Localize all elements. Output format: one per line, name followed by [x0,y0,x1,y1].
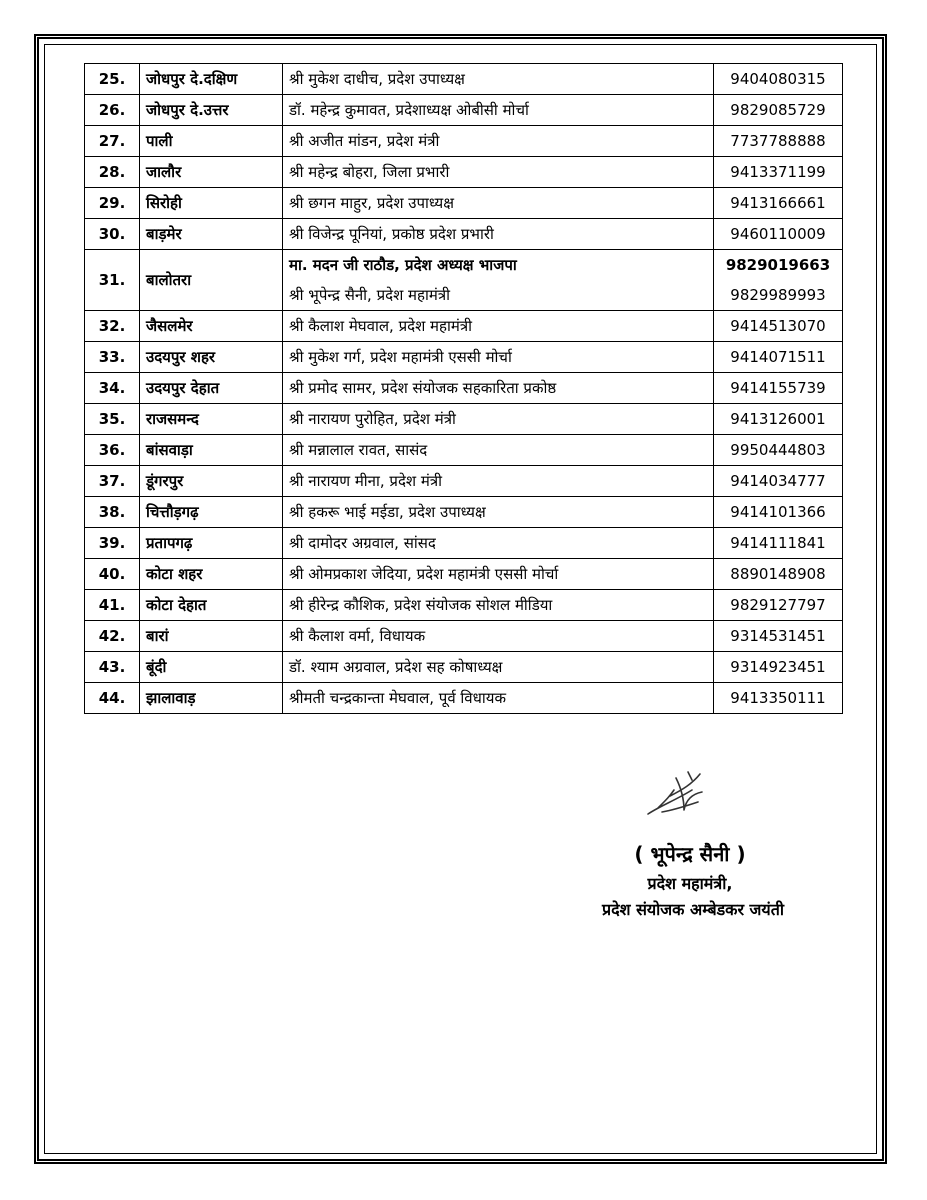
phone-number: 7737788888 [714,126,843,157]
table-row [85,652,843,683]
table-row [85,64,843,95]
serial-number: 35. [85,404,140,435]
table-row [85,466,843,497]
incharge-name: श्री हकरू भाई मईडा, प्रदेश उपाध्यक्ष [283,497,714,528]
district-name: जैसलमेर [140,311,283,342]
table-row [85,188,843,219]
table-row [85,683,843,714]
serial-number: 32. [85,311,140,342]
incharge-name: श्री मुकेश दाधीच, प्रदेश उपाध्यक्ष [283,64,714,95]
table-row [85,95,843,126]
table-row [85,126,843,157]
incharge-name: श्री नारायण पुरोहित, प्रदेश मंत्री [283,404,714,435]
incharge-name: श्री मन्नालाल रावत, सासंद [283,435,714,466]
phone-number: 9413126001 [714,404,843,435]
phone-number: 8890148908 [714,559,843,590]
table-row [85,250,843,311]
phone-number: 9414111841 [714,528,843,559]
incharge-name: श्री मुकेश गर्ग, प्रदेश महामंत्री एससी मोर्चा [283,342,714,373]
table-row [85,157,843,188]
district-name: बारां [140,621,283,652]
phone-number: 9413350111 [714,683,843,714]
district-name: डूंगरपुर [140,466,283,497]
district-name: चित्तौड़गढ़ [140,497,283,528]
table-row [85,528,843,559]
incharge-names [283,250,714,311]
phone-number: 9829127797 [714,590,843,621]
serial-number: 26. [85,95,140,126]
phone-number: 9314923451 [714,652,843,683]
incharge-name: श्री प्रमोद सामर, प्रदेश संयोजक सहकारिता प्रकोष्ठ [283,373,714,404]
district-name: बालोतरा [140,250,283,311]
serial-number: 41. [85,590,140,621]
serial-number: 37. [85,466,140,497]
incharge-name: डॉ. महेन्द्र कुमावत, प्रदेशाध्यक्ष ओबीसी मोर्चा [283,95,714,126]
serial-number: 28. [85,157,140,188]
incharge-name: श्रीमती चन्द्रकान्ता मेघवाल, पूर्व विधायक [283,683,714,714]
serial-number: 27. [85,126,140,157]
district-name: कोटा देहात [140,590,283,621]
incharge-name: डॉ. श्याम अग्रवाल, प्रदेश सह कोषाध्यक्ष [283,652,714,683]
district-name: जोधपुर दे.दक्षिण [140,64,283,95]
district-name: जालौर [140,157,283,188]
incharge-name: श्री ओमप्रकाश जेदिया, प्रदेश महामंत्री एससी मोर्चा [283,559,714,590]
serial-number: 36. [85,435,140,466]
phone-number: 9829019663 [725,256,831,274]
incharge-name: श्री हीरेन्द्र कौशिक, प्रदेश संयोजक सोशल मीडिया [283,590,714,621]
incharge-name: मा. मदन जी राठौड, प्रदेश अध्यक्ष भाजपा [289,256,517,274]
table-row [85,435,843,466]
serial-number: 39. [85,528,140,559]
district-name: सिरोही [140,188,283,219]
incharge-name: श्री अजीत मांडन, प्रदेश मंत्री [283,126,714,157]
district-name: बूंदी [140,652,283,683]
incharge-name: श्री महेन्द्र बोहरा, जिला प्रभारी [283,157,714,188]
serial-number: 44. [85,683,140,714]
table-row [85,342,843,373]
phone-number: 9460110009 [714,219,843,250]
phone-number: 9414155739 [714,373,843,404]
table-row [85,559,843,590]
phone-number: 9314531451 [714,621,843,652]
serial-number: 25. [85,64,140,95]
phone-number: 9413166661 [714,188,843,219]
phone-numbers [714,250,843,311]
serial-number: 34. [85,373,140,404]
table-row [85,373,843,404]
serial-number: 31. [85,250,140,311]
phone-number-secondary: 9829989993 [730,286,826,304]
district-name: बाड़मेर [140,219,283,250]
phone-number: 9414071511 [714,342,843,373]
district-incharge-table [84,63,843,714]
phone-number: 9414101366 [714,497,843,528]
incharge-name: श्री दामोदर अग्रवाल, सांसद [283,528,714,559]
incharge-name: श्री नारायण मीना, प्रदेश मंत्री [283,466,714,497]
district-name: जोधपुर दे.उत्तर [140,95,283,126]
phone-number: 9414513070 [714,311,843,342]
incharge-name: श्री कैलाश वर्मा, विधायक [283,621,714,652]
signatory-designation-secondary: प्रदेश संयोजक अम्बेडकर जयंती [602,900,784,919]
district-name: राजसमन्द [140,404,283,435]
district-name: प्रतापगढ़ [140,528,283,559]
table-row [85,404,843,435]
signatory-designation: प्रदेश महामंत्री, [647,874,733,893]
district-name: कोटा शहर [140,559,283,590]
district-name: बांसवाड़ा [140,435,283,466]
signature-mark [640,760,720,824]
phone-number: 9414034777 [714,466,843,497]
serial-number: 38. [85,497,140,528]
incharge-name-secondary: श्री भूपेन्द्र सैनी, प्रदेश महामंत्री [289,286,451,304]
table-row [85,311,843,342]
serial-number: 30. [85,219,140,250]
district-name: उदयपुर देहात [140,373,283,404]
incharge-name: श्री विजेन्द्र पूनियां, प्रकोष्ठ प्रदेश प्रभारी [283,219,714,250]
phone-number: 9413371199 [714,157,843,188]
table-row [85,590,843,621]
district-name: उदयपुर शहर [140,342,283,373]
district-name: झालावाड़ [140,683,283,714]
table-row [85,219,843,250]
phone-number: 9829085729 [714,95,843,126]
incharge-name: श्री छगन माहुर, प्रदेश उपाध्यक्ष [283,188,714,219]
incharge-name: श्री कैलाश मेघवाल, प्रदेश महामंत्री [283,311,714,342]
phone-number: 9950444803 [714,435,843,466]
serial-number: 43. [85,652,140,683]
table-row [85,621,843,652]
district-name: पाली [140,126,283,157]
serial-number: 40. [85,559,140,590]
table-row [85,497,843,528]
signatory-name: ( भूपेन्द्र सैनी ) [634,842,746,866]
phone-number: 9404080315 [714,64,843,95]
serial-number: 33. [85,342,140,373]
serial-number: 42. [85,621,140,652]
serial-number: 29. [85,188,140,219]
